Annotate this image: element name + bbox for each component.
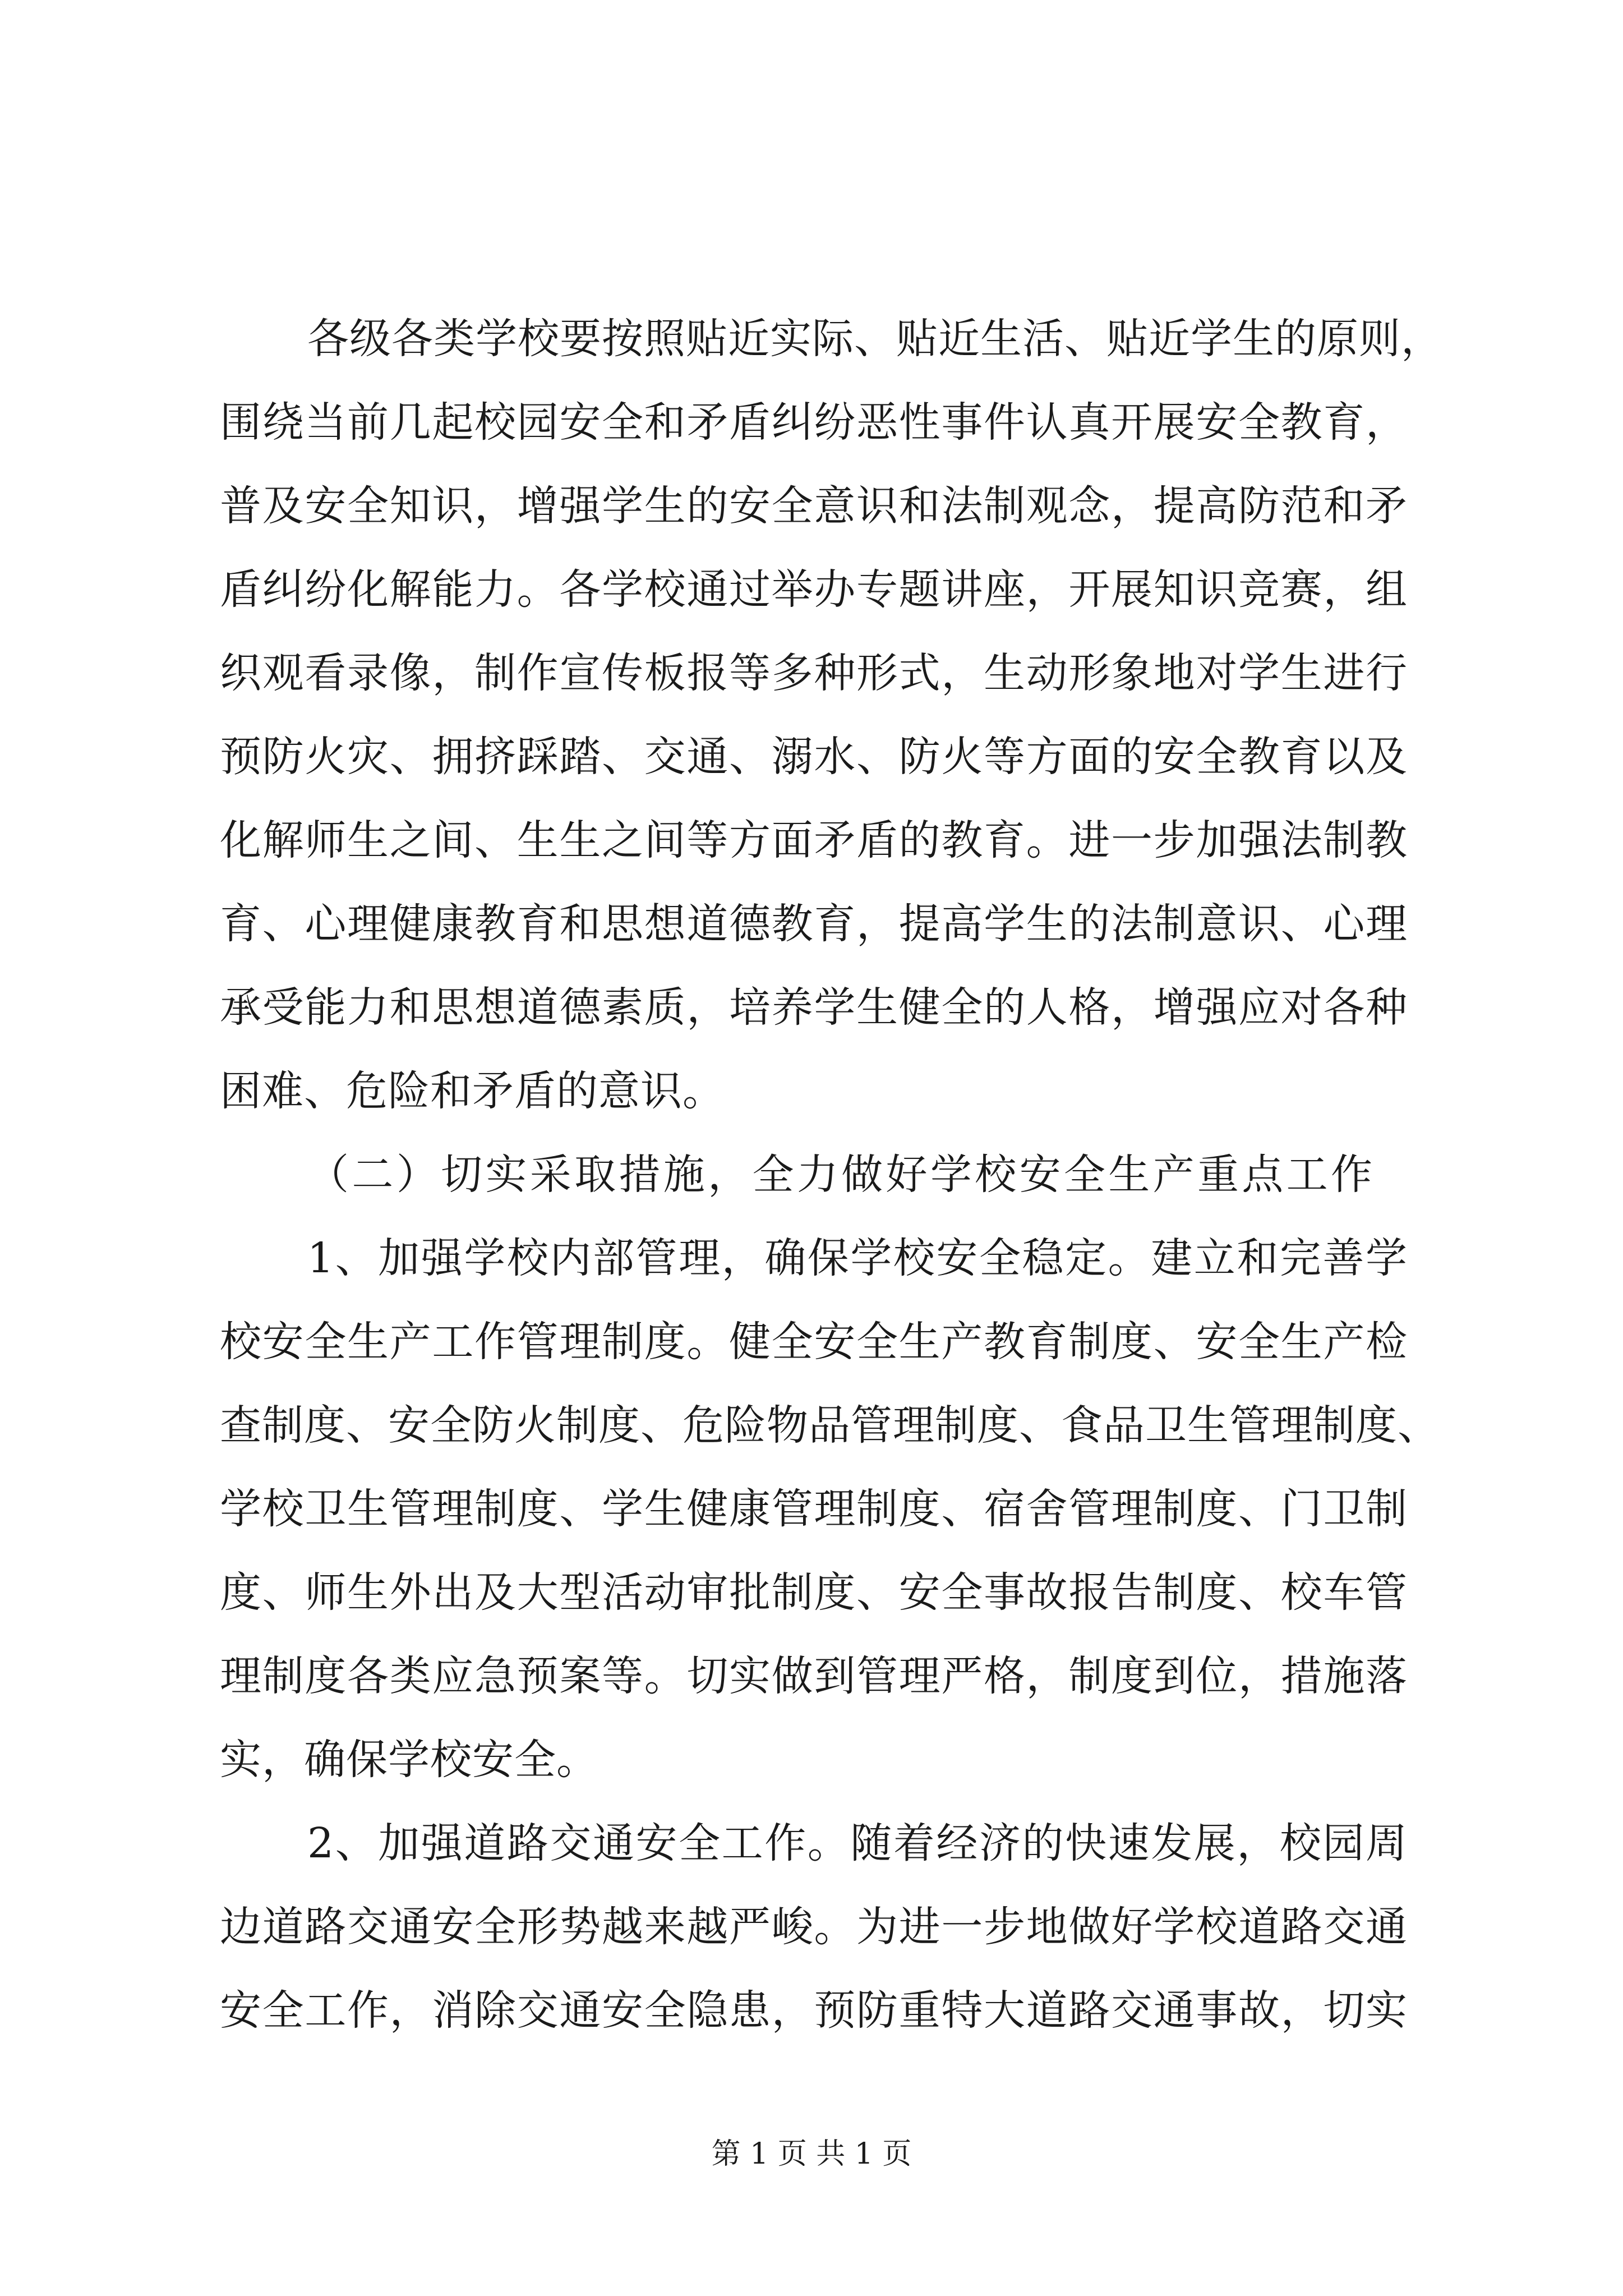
- text-line: 困难、危险和矛盾的意识。: [220, 1067, 725, 1115]
- page-footer: [0, 2126, 1623, 2182]
- text-line: 化解师生之间、生生之间等方面矛盾的教育。进一步加强法制教: [220, 816, 1408, 864]
- text-line: 盾纠纷化解能力。各学校通过举办专题讲座，开展知识竞赛，组: [220, 565, 1408, 614]
- section-heading: （二）切实采取措施，全力做好学校安全生产重点工作: [307, 1151, 1373, 1199]
- text-line: 查制度、安全防火制度、危险物品管理制度、食品卫生管理制度、: [220, 1401, 1440, 1450]
- text-line: 围绕当前几起校园安全和矛盾纠纷恶性事件认真开展安全教育，: [220, 398, 1408, 447]
- text-line: 育、心理健康教育和思想道德教育，提高学生的法制意识、心理: [220, 900, 1408, 948]
- text-line: 各级各类学校要按照贴近实际、贴近生活、贴近学生的原则，: [307, 315, 1443, 363]
- text-line: 预防火灾、拥挤踩踏、交通、溺水、防火等方面的安全教育以及: [220, 733, 1408, 781]
- text-line: 织观看录像，制作宣传板报等多种形式，生动形象地对学生进行: [220, 649, 1408, 697]
- text-line: 校安全生产工作管理制度。健全安全生产教育制度、安全生产检: [220, 1318, 1408, 1366]
- page-number: 第 1 页 共 1 页: [711, 2137, 912, 2171]
- text-line: 普及安全知识，增强学生的安全意识和法制观念，提高防范和矛: [220, 482, 1408, 530]
- text-line: 度、师生外出及大型活动审批制度、安全事故报告制度、校车管: [220, 1568, 1408, 1617]
- text-line: 学校卫生管理制度、学生健康管理制度、宿舍管理制度、门卫制: [220, 1485, 1408, 1533]
- text-line: 边道路交通安全形势越来越严峻。为进一步地做好学校道路交通: [220, 1903, 1408, 1951]
- text-line: 实，确保学校安全。: [220, 1736, 598, 1784]
- text-line: 安全工作，消除交通安全隐患，预防重特大道路交通事故，切实: [220, 1986, 1408, 2035]
- text-line: 承受能力和思想道德素质，培养学生健全的人格，增强应对各种: [220, 983, 1408, 1032]
- text-line: 1、加强学校内部管理，确保学校安全稳定。建立和完善学: [307, 1234, 1408, 1282]
- text-line: 理制度各类应急预案等。切实做到管理严格，制度到位，措施落: [220, 1652, 1408, 1700]
- text-line: 2、加强道路交通安全工作。随着经济的快速发展，校园周: [307, 1819, 1408, 1867]
